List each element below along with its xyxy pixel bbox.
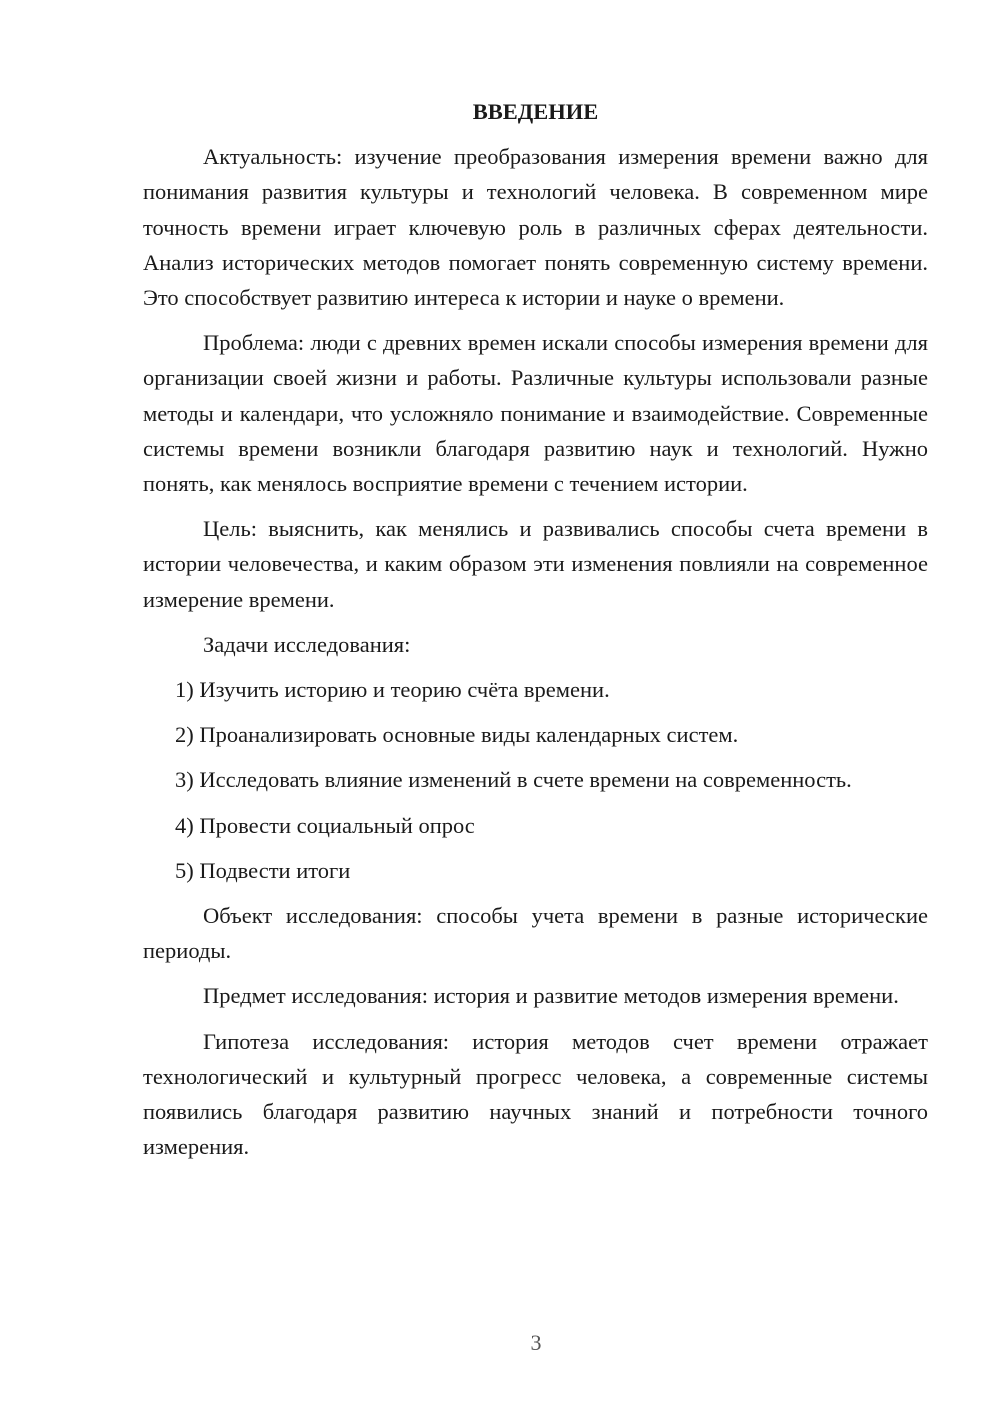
problem-paragraph: Проблема: люди с древних времен искали способы измерения времени для организации своей жизни и работы. Различные культуры использовали разные методы и календари, что усложняло понимание и взаимодействие. Современные системы времени возникли благодаря развитию наук и технологий. Нужно понять, как менялось восприятие времени с течением истории. [143, 330, 928, 497]
relevance-paragraph: Актуальность: изучение преобразования измерения времени важно для понимания развития культуры и технологий человека. В современном мире точность времени играет ключевую роль в различных сферах деятельности. Анализ исторических методов помогает понять современную систему времени. Это способствует развитию интереса к истории и науке о времени. [143, 144, 928, 311]
hypothesis-paragraph: Гипотеза исследования: история методов счет времени отражает технологический и культурный прогресс человека, а современные системы появились благодаря развитию научных знаний и потребности точного измерения. [143, 1028, 928, 1160]
list-item: 3) Исследовать влияние изменений в счете времени на современность. [175, 767, 852, 793]
goal-paragraph: Цель: выяснить, как менялись и развивались способы счета времени в истории человечества, и каким образом эти изменения повлияли на современное измерение времени. [143, 516, 928, 612]
subject-paragraph: Предмет исследования: история и развитие методов измерения времени. [203, 983, 899, 1009]
list-item: 1) Изучить историю и теорию счёта времени. [175, 677, 610, 703]
list-item: 4) Провести социальный опрос [175, 812, 475, 838]
page-number: 3 [530, 1330, 542, 1355]
page-title: ВВЕДЕНИЕ [472, 99, 599, 124]
object-paragraph: Объект исследования: способы учета времени в разные исторические периоды. [143, 903, 928, 964]
list-item: 5) Подвести итоги [175, 857, 351, 883]
document-body [143, 94, 928, 1174]
tasks-list [143, 672, 928, 888]
tasks-heading: Задачи исследования: [203, 631, 411, 657]
list-item: 2) Проанализировать основные виды календарных систем. [175, 722, 739, 748]
